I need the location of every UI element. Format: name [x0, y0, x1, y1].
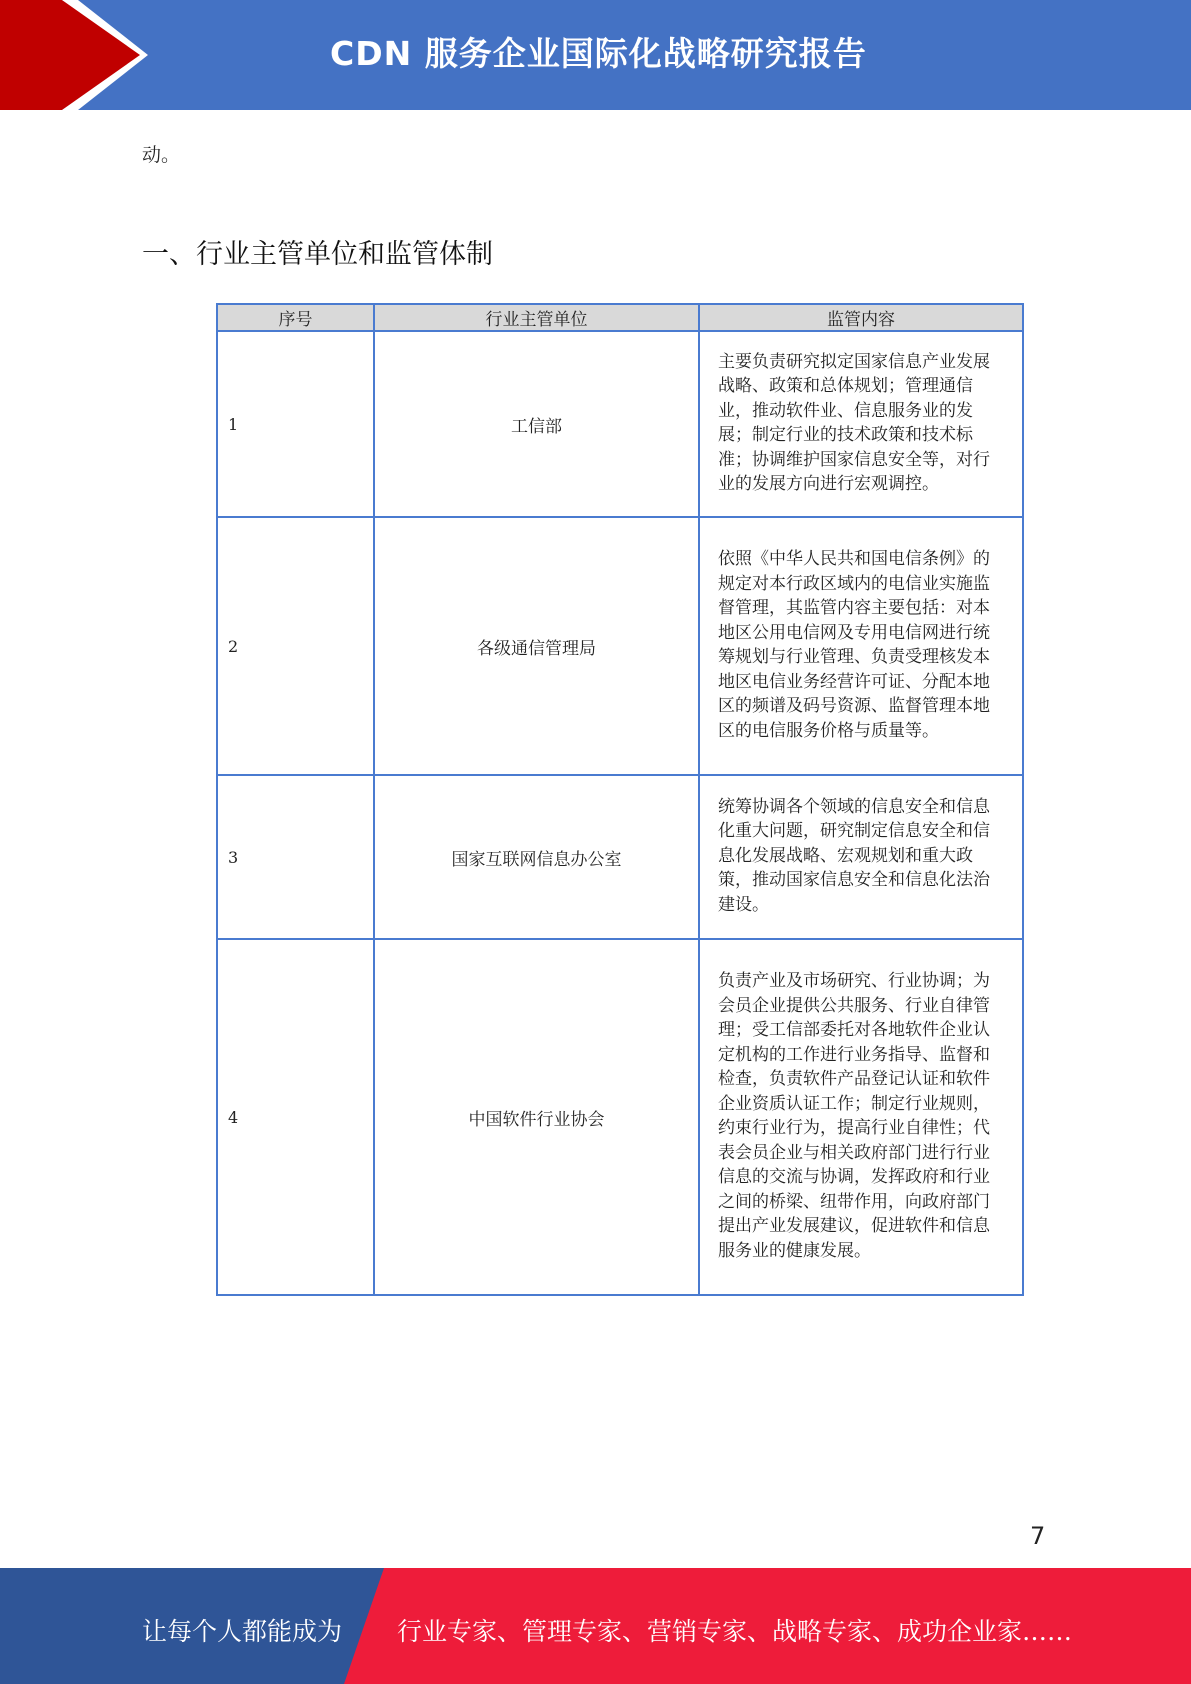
row-index: 2 [217, 517, 374, 775]
column-header-index: 序号 [217, 304, 374, 331]
footer-slogan-left: 让每个人都能成为 [142, 1617, 343, 1646]
row-index: 4 [217, 939, 374, 1295]
page-footer [0, 1568, 1191, 1684]
regulator-table [216, 303, 1022, 1296]
row-content: 统筹协调各个领域的信息安全和信息化重大问题，研究制定信息安全和信息化发展战略、宏观规划和重大政策，推动国家信息安全和信息化法治建设。 [699, 775, 1023, 939]
section-heading: 一、行业主管单位和监管体制 [142, 239, 493, 270]
lead-text: 动。 [142, 144, 181, 166]
table-row [217, 939, 1023, 1295]
row-authority: 工信部 [374, 331, 699, 517]
row-index: 1 [217, 331, 374, 517]
row-content: 负责产业及市场研究、行业协调；为会员企业提供公共服务、行业自律管理；受工信部委托对各地软件企业认定机构的工作进行业务指导、监督和检查，负责软件产品登记认证和软件企业资质认证工作；制定行业规则，约束行业行为，提高行业自律性；代表会员企业与相关政府部门进行行业信息的交流与协调，发挥政府和行业之间的桥梁、纽带作用，向政府部门提出产业发展建议，促进软件和信息服务业的健康发展。 [699, 939, 1023, 1295]
table-header-row [217, 304, 1023, 331]
footer-slogan-right: 行业专家、管理专家、营销专家、战略专家、成功企业家…… [397, 1617, 1073, 1646]
table-row [217, 517, 1023, 775]
row-authority: 国家互联网信息办公室 [374, 775, 699, 939]
row-content: 依照《中华人民共和国电信条例》的规定对本行政区域内的电信业实施监督管理，其监管内容主要包括：对本地区公用电信网及专用电信网进行统筹规划与行业管理、负责受理核发本地区电信业务经营许可证、分配本地区的频谱及码号资源、监督管理本地区的电信服务价格与质量等。 [699, 517, 1023, 775]
report-title: CDN 服务企业国际化战略研究报告 [330, 34, 867, 73]
table-row [217, 775, 1023, 939]
row-index: 3 [217, 775, 374, 939]
row-content: 主要负责研究拟定国家信息产业发展战略、政策和总体规划；管理通信业，推动软件业、信息服务业的发展；制定行业的技术政策和技术标准；协调维护国家信息安全等，对行业的发展方向进行宏观调控。 [699, 331, 1023, 517]
table-row [217, 331, 1023, 517]
row-authority: 中国软件行业协会 [374, 939, 699, 1295]
row-authority: 各级通信管理局 [374, 517, 699, 775]
column-header-content: 监管内容 [699, 304, 1023, 331]
page-header [0, 0, 1191, 110]
page-number: 7 [1030, 1522, 1046, 1550]
column-header-authority: 行业主管单位 [374, 304, 699, 331]
